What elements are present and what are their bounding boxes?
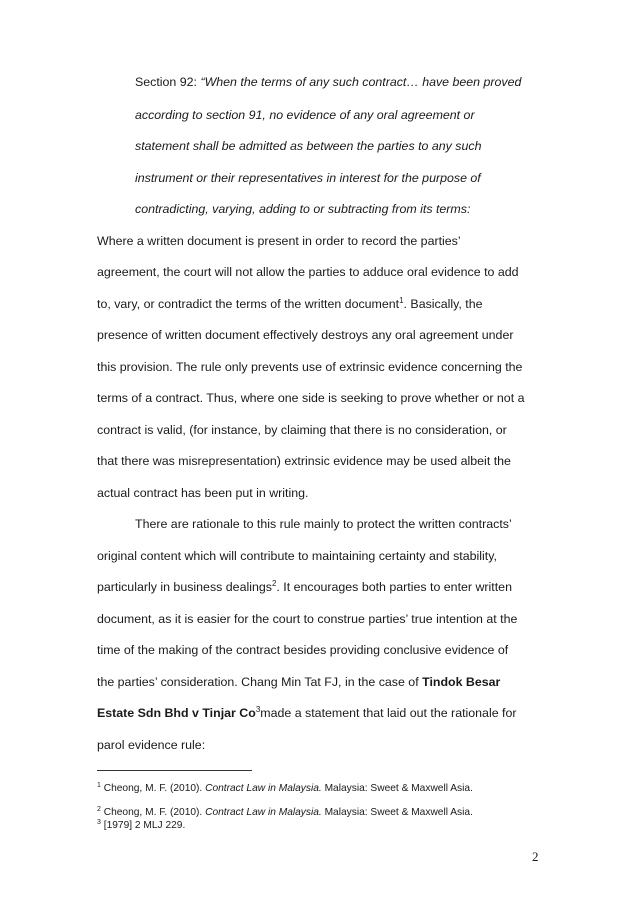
footnote-number: 3 <box>97 819 101 826</box>
footnote-text: Cheong, M. F. (2010). <box>100 783 206 794</box>
body-line <box>97 705 517 721</box>
body-text: . Basically, the <box>403 297 483 311</box>
quote-line: according to section 91, no evidence of any oral agreement or <box>135 108 475 122</box>
footnote-separator <box>97 770 252 771</box>
body-line: presence of written document effectively destroys any oral agreement under <box>97 328 514 342</box>
quote-line: contradicting, varying, adding to or subtracting from its terms: <box>135 202 471 216</box>
footnote-ref: 2 <box>271 579 277 588</box>
body-text: made a statement that laid out the rationale for <box>260 706 517 720</box>
footnote <box>97 806 473 819</box>
body-line: agreement, the court will not allow the parties to adduce oral evidence to add <box>97 265 519 279</box>
footnote <box>97 819 185 832</box>
page-number: 2 <box>532 849 539 864</box>
footnote-number: 2 <box>97 806 101 813</box>
body-line <box>97 674 500 690</box>
footnote-text: Malaysia: Sweet & Maxwell Asia. <box>321 807 473 818</box>
footnote-number: 1 <box>97 782 101 789</box>
body-line: time of the making of the contract besides providing conclusive evidence of <box>97 643 509 657</box>
body-line: original content which will contribute to maintaining certainty and stability, <box>97 549 497 563</box>
body-text: particularly in business dealings <box>97 580 272 594</box>
body-line: There are rationale to this rule mainly to protect the written contracts’ <box>135 517 512 531</box>
body-line <box>97 579 512 595</box>
body-text: . It encourages both parties to enter written <box>276 580 512 594</box>
body-line: contract is valid, (for instance, by claiming that there is no consideration, or <box>97 423 507 437</box>
body-text: to, vary, or contradict the terms of the written document <box>97 297 400 311</box>
quote-line: statement shall be admitted as between the parties to any such <box>135 139 482 153</box>
case-name: Tindok Besar <box>422 675 501 689</box>
footnote-text: [1979] 2 MLJ 229. <box>100 820 186 831</box>
body-line <box>97 296 483 312</box>
body-line: parol evidence rule: <box>97 738 206 752</box>
quote-line: instrument or their representatives in interest for the purpose of <box>135 171 481 185</box>
body-line: terms of a contract. Thus, where one side is seeking to prove whether or not a <box>97 391 525 405</box>
quote-line <box>135 74 521 90</box>
body-line: document, as it is easier for the court to construe parties’ true intention at the <box>97 612 518 626</box>
footnote-title: Contract Law in Malaysia. <box>205 783 322 794</box>
body-text: the parties’ consideration. Chang Min Tat FJ, in the case of <box>97 675 423 689</box>
quote-intro: Section 92: <box>135 75 201 89</box>
case-name: Estate Sdn Bhd v Tinjar Co <box>97 706 256 720</box>
footnote <box>97 782 473 795</box>
body-line: Where a written document is present in order to record the parties’ <box>97 234 461 248</box>
quote-text: “When the terms of any such contract… have been proved <box>200 75 522 89</box>
body-line: this provision. The rule only prevents use of extrinsic evidence concerning the <box>97 360 523 374</box>
footnote-text: Cheong, M. F. (2010). <box>100 807 206 818</box>
footnote-ref: 1 <box>399 296 404 305</box>
body-line: that there was misrepresentation) extrinsic evidence may be used albeit the <box>97 454 511 468</box>
footnote-title: Contract Law in Malaysia. <box>205 807 322 818</box>
footnote-ref: 3 <box>255 705 261 714</box>
footnote-text: Malaysia: Sweet & Maxwell Asia. <box>321 783 473 794</box>
body-line: actual contract has been put in writing. <box>97 486 309 500</box>
